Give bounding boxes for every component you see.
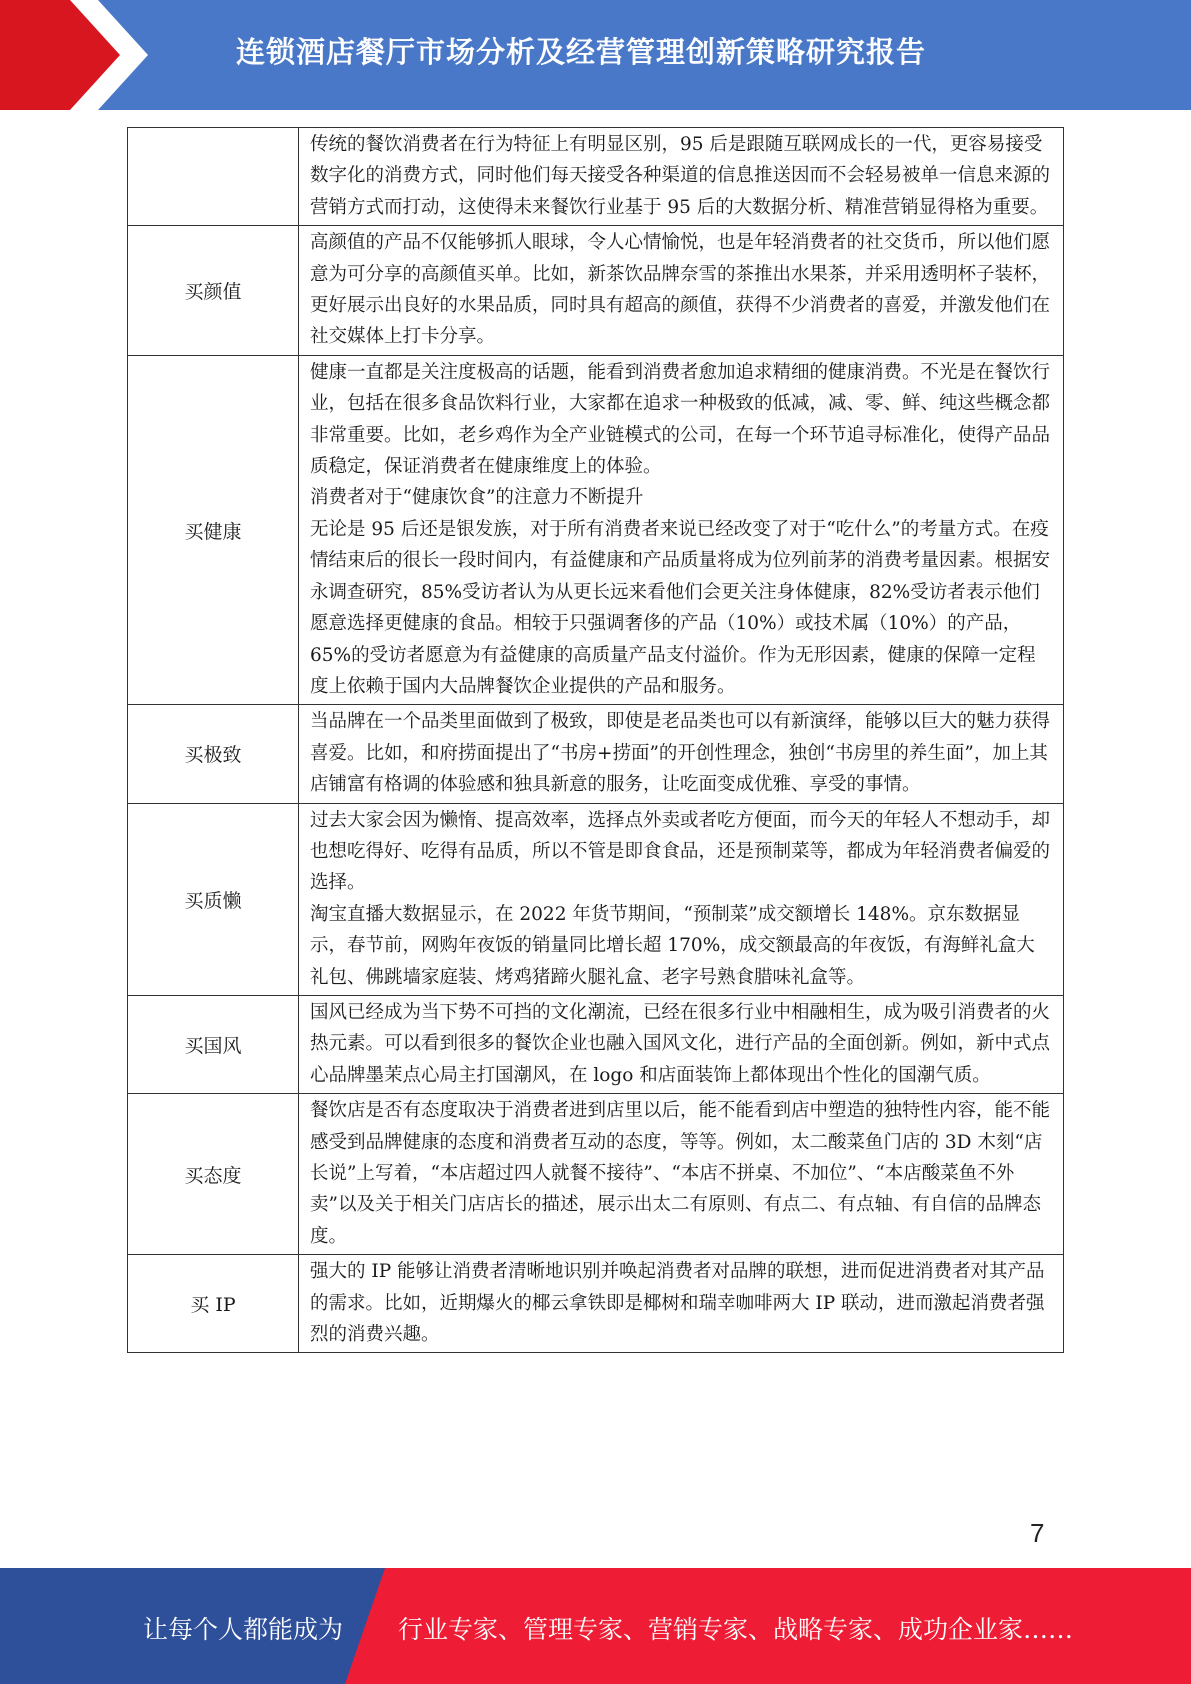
row-description <box>299 1094 1064 1255</box>
page-footer <box>0 1568 1191 1684</box>
description-paragraph: 国风已经成为当下势不可挡的文化潮流，已经在很多行业中相融相生，成为吸引消费者的火热元素。可以看到很多的餐饮企业也融入国风文化，进行产品的全面创新。例如，新中式点心品牌墨茉点心局主打国潮风，在 logo 和店面装饰上都体现出个性化的国潮气质。 <box>310 1001 1051 1086</box>
description-paragraph: 无论是 95 后还是银发族，对于所有消费者来说已经改变了对于“吃什么”的考量方式。在疫情结束后的很长一段时间内，有益健康和产品质量将成为位列前茅的消费考量因素。根据安永调查研究，85%受访者认为从更长远来看他们会更关注身体健康，82%受访者表示他们愿意选择更健康的食品。相较于只强调奢侈的产品（10%）或技术属（10%）的产品，65%的受访者愿意为有益健康的高质量产品支付溢价。作为无形因素，健康的保障一定程度上依赖于国内大品牌餐饮企业提供的产品和服务。 <box>310 518 1051 697</box>
description-paragraph: 强大的 IP 能够让消费者清晰地识别并唤起消费者对品牌的联想，进而促进消费者对其产品的需求。比如，近期爆火的椰云拿铁即是椰树和瑞幸咖啡两大 IP 联动，进而激起消费者强烈的消费兴趣。 <box>310 1261 1045 1346</box>
report-title: 连锁酒店餐厅市场分析及经营管理创新策略研究报告 <box>236 35 927 69</box>
table-row <box>128 995 1064 1093</box>
row-category-label: 买颜值 <box>128 226 299 356</box>
row-category-label: 买态度 <box>128 1094 299 1255</box>
description-paragraph: 传统的餐饮消费者在行为特征上有明显区别，95 后是跟随互联网成长的一代，更容易接受数字化的消费方式，同时他们每天接受各种渠道的信息推送因而不会轻易被单一信息来源的营销方式而打动，这使得未来餐饮行业基于 95 后的大数据分析、精准营销显得格为重要。 <box>310 134 1051 218</box>
row-description <box>299 355 1064 704</box>
table-row <box>128 705 1064 803</box>
content-table <box>127 127 1064 1353</box>
footer-slogan-right: 行业专家、管理专家、营销专家、战略专家、成功企业家…… <box>398 1615 1074 1644</box>
description-paragraph: 当品牌在一个品类里面做到了极致，即使是老品类也可以有新演绎，能够以巨大的魅力获得喜爱。比如，和府捞面提出了“书房+捞面”的开创性理念，独创“书房里的养生面”，加上其店铺富有格调的体验感和独具新意的服务，让吃面变成优雅、享受的事情。 <box>310 711 1051 796</box>
row-description <box>299 705 1064 803</box>
description-paragraph: 消费者对于“健康饮食”的注意力不断提升 <box>310 487 644 509</box>
page-number: 7 <box>1030 1518 1045 1548</box>
table-row <box>128 803 1064 995</box>
row-description <box>299 1255 1064 1353</box>
table-row <box>128 1094 1064 1255</box>
row-category-label: 买 IP <box>128 1255 299 1353</box>
table-row <box>128 128 1064 226</box>
description-paragraph: 过去大家会因为懒惰、提高效率，选择点外卖或者吃方便面，而今天的年轻人不想动手，却也想吃得好、吃得有品质，所以不管是即食食品，还是预制菜等，都成为年轻消费者偏爱的选择。 <box>310 809 1051 894</box>
description-paragraph: 餐饮店是否有态度取决于消费者进到店里以后，能不能看到店中塑造的独特性内容，能不能感受到品牌健康的态度和消费者互动的态度，等等。例如，太二酸菜鱼门店的 3D 木刻“店长说”上写着，“本店超过四人就餐不接待”、“本店不拼桌、不加位”、“本店酸菜鱼不外卖”以及关于相关门店店长的描述，展示出太二有原则、有点二、有点轴、有自信的品牌态度。 <box>310 1100 1051 1247</box>
row-description <box>299 803 1064 995</box>
footer-slogan-left: 让每个人都能成为 <box>143 1615 344 1644</box>
table-row <box>128 226 1064 356</box>
row-category-label <box>128 128 299 226</box>
description-paragraph: 健康一直都是关注度极高的话题，能看到消费者愈加追求精细的健康消费。不光是在餐饮行业，包括在很多食品饮料行业，大家都在追求一种极致的低减，减、零、鲜、纯这些概念都非常重要。比如，老乡鸡作为全产业链模式的公司，在每一个环节追寻标准化，使得产品品质稳定，保证消费者在健康维度上的体验。 <box>310 361 1051 478</box>
row-description <box>299 226 1064 356</box>
page-header <box>0 0 1191 110</box>
table-row <box>128 355 1064 704</box>
row-category-label: 买极致 <box>128 705 299 803</box>
table-body <box>128 128 1064 1353</box>
row-category-label: 买质懒 <box>128 803 299 995</box>
description-paragraph: 高颜值的产品不仅能够抓人眼球，令人心情愉悦，也是年轻消费者的社交货币，所以他们愿意为可分享的高颜值买单。比如，新茶饮品牌奈雪的茶推出水果茶，并采用透明杯子装杯，更好展示出良好的水果品质，同时具有超高的颜值，获得不少消费者的喜爱，并激发他们在社交媒体上打卡分享。 <box>310 232 1051 348</box>
table-row <box>128 1255 1064 1353</box>
row-category-label: 买健康 <box>128 355 299 704</box>
row-description <box>299 995 1064 1093</box>
row-category-label: 买国风 <box>128 995 299 1093</box>
description-paragraph: 淘宝直播大数据显示，在 2022 年货节期间，“预制菜”成交额增长 148%。京东数据显示，春节前，网购年夜饭的销量同比增长超 170%，成交额最高的年夜饭，有海鲜礼盒大礼包、佛跳墙家庭装、烤鸡猪蹄火腿礼盒、老字号熟食腊味礼盒等。 <box>310 903 1035 988</box>
row-description <box>299 128 1064 226</box>
